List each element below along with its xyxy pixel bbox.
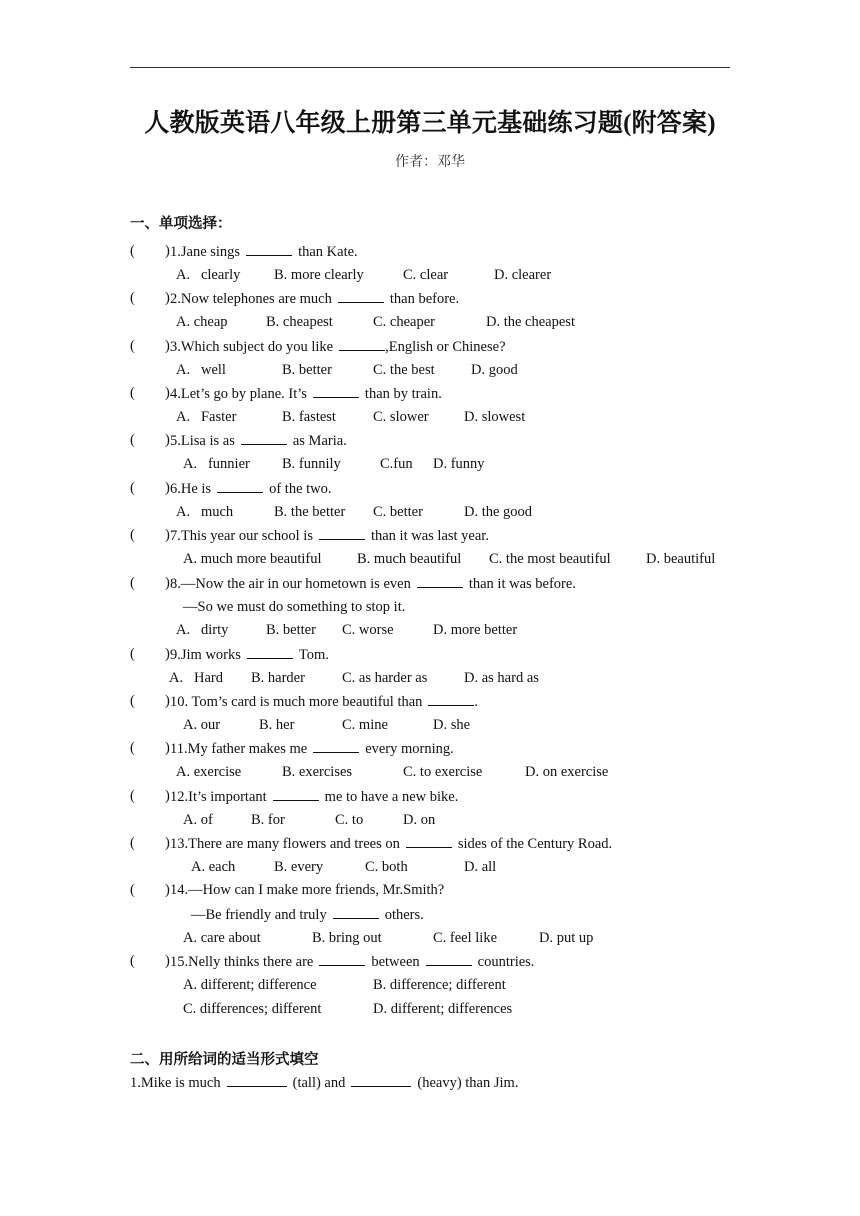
answer-blank[interactable]	[351, 1074, 411, 1087]
answer-paren-open: (	[130, 385, 135, 401]
option-c: C.fun	[380, 456, 413, 472]
question-stem: 13.There are many flowers and trees on sides of the Century Road.	[170, 836, 613, 852]
answer-blank[interactable]	[227, 1074, 287, 1087]
option-c: C. cheaper	[373, 314, 435, 330]
option-a: A. funnier	[183, 456, 250, 472]
answer-paren-open: (	[130, 740, 135, 756]
option-c: C. mine	[342, 717, 388, 733]
answer-paren-open: (	[130, 432, 135, 448]
answer-paren-close: )	[165, 527, 170, 543]
option-c: C. worse	[342, 622, 394, 638]
option-d: D. good	[471, 362, 518, 378]
answer-blank[interactable]	[273, 788, 319, 801]
answer-blank[interactable]	[241, 432, 287, 445]
answer-blank[interactable]	[428, 693, 474, 706]
option-b: B. for	[251, 812, 285, 828]
option-d: D. clearer	[494, 267, 552, 283]
answer-paren-close: )	[165, 480, 170, 496]
answer-paren-close: )	[165, 243, 170, 259]
question-stem: 6.He is of the two.	[170, 481, 332, 497]
option-a: A. care about	[183, 930, 261, 946]
option-b: B. more clearly	[274, 267, 364, 283]
answer-paren-open: (	[130, 290, 135, 306]
answer-paren-close: )	[165, 835, 170, 851]
option-d: D. different; differences	[373, 1001, 513, 1017]
answer-paren-close: )	[165, 385, 170, 401]
option-d: D. beautiful	[646, 551, 716, 567]
option-c: C. to exercise	[403, 764, 483, 780]
question-stem: 1.Jane sings than Kate.	[170, 244, 358, 260]
answer-paren-open: (	[130, 953, 135, 969]
author-line: 作者：邓华	[395, 155, 465, 170]
option-b: B. harder	[251, 670, 305, 686]
option-d: D. on exercise	[525, 764, 609, 780]
option-a: A. dirty	[176, 622, 229, 638]
option-a: A. our	[183, 717, 221, 733]
option-b: B. much beautiful	[357, 551, 462, 567]
answer-blank[interactable]	[217, 480, 263, 493]
header-rule	[130, 67, 730, 68]
question-stem: 11.My father makes me every morning.	[170, 741, 454, 757]
option-c: C. to	[335, 812, 364, 828]
answer-paren-close: )	[165, 575, 170, 591]
option-b: B. fastest	[282, 409, 336, 425]
option-a: A. Hard	[169, 670, 223, 686]
option-b: B. better	[282, 362, 332, 378]
answer-paren-open: (	[130, 693, 135, 709]
option-c: C. differences; different	[183, 1001, 322, 1017]
option-b: B. bring out	[312, 930, 382, 946]
section-2-heading: 二、用所给词的适当形式填空	[130, 1052, 319, 1068]
answer-paren-open: (	[130, 788, 135, 804]
option-b: B. cheapest	[266, 314, 333, 330]
option-a: A. well	[176, 362, 226, 378]
answer-paren-close: )	[165, 290, 170, 306]
answer-paren-open: (	[130, 882, 135, 898]
question-stem: 9.Jim works Tom.	[170, 647, 329, 663]
question-stem: 8.—Now the air in our hometown is even than it was before.	[170, 576, 576, 592]
question-stem: 7.This year our school is than it was last year.	[170, 528, 489, 544]
answer-blank[interactable]	[338, 290, 384, 303]
question-stem-line2: —Be friendly and truly others.	[191, 907, 424, 923]
answer-blank[interactable]	[247, 646, 293, 659]
fill-question-1: 1.Mike is much (tall) and (heavy) than Jim.	[130, 1075, 519, 1091]
answer-paren-open: (	[130, 527, 135, 543]
option-c: C. clear	[403, 267, 449, 283]
option-b: B. her	[259, 717, 295, 733]
answer-blank[interactable]	[319, 527, 365, 540]
option-a: A. clearly	[176, 267, 241, 283]
option-a: A. exercise	[176, 764, 242, 780]
option-a: A. each	[191, 859, 236, 875]
answer-blank[interactable]	[313, 385, 359, 398]
answer-paren-open: (	[130, 480, 135, 496]
answer-paren-close: )	[165, 646, 170, 662]
answer-blank[interactable]	[333, 906, 379, 919]
answer-paren-close: )	[165, 953, 170, 969]
option-a: A. of	[183, 812, 213, 828]
answer-paren-close: )	[165, 693, 170, 709]
option-d: D. the good	[464, 504, 533, 520]
question-stem: 12.It’s important me to have a new bike.	[170, 789, 459, 805]
answer-paren-open: (	[130, 575, 135, 591]
answer-blank[interactable]	[319, 953, 365, 966]
option-c: C. feel like	[433, 930, 498, 946]
option-d: D. the cheapest	[486, 314, 575, 330]
answer-paren-open: (	[130, 243, 135, 259]
answer-blank[interactable]	[426, 953, 472, 966]
section-1-heading: 一、单项选择：	[130, 216, 232, 232]
question-stem: 5.Lisa is as as Maria.	[170, 433, 347, 449]
option-b: B. funnily	[282, 456, 341, 472]
question-stem-line2: —So we must do something to stop it.	[183, 599, 406, 615]
answer-paren-open: (	[130, 646, 135, 662]
option-b: B. exercises	[282, 764, 353, 780]
answer-paren-close: )	[165, 338, 170, 354]
option-c: C. the best	[373, 362, 435, 378]
answer-paren-close: )	[165, 788, 170, 804]
option-d: D. put up	[539, 930, 594, 946]
option-c: C. as harder as	[342, 670, 428, 686]
answer-blank[interactable]	[406, 835, 452, 848]
option-d: D. as hard as	[464, 670, 539, 686]
option-d: D. on	[403, 812, 436, 828]
answer-paren-close: )	[165, 740, 170, 756]
option-c: C. the most beautiful	[489, 551, 611, 567]
document-title: 人教版英语八年级上册第三单元基础练习题(附答案)	[144, 110, 716, 137]
answer-paren-open: (	[130, 835, 135, 851]
option-d: D. more better	[433, 622, 518, 638]
option-d: D. she	[433, 717, 471, 733]
option-b: B. better	[266, 622, 316, 638]
option-c: C. both	[365, 859, 408, 875]
option-b: B. every	[274, 859, 324, 875]
option-a: A. cheap	[176, 314, 228, 330]
option-a: A. much	[176, 504, 234, 520]
question-stem: 15.Nelly thinks there are between countries.	[170, 954, 535, 970]
answer-paren-open: (	[130, 338, 135, 354]
question-stem: 2.Now telephones are much than before.	[170, 291, 460, 307]
answer-blank[interactable]	[339, 338, 385, 351]
option-d: D. funny	[433, 456, 485, 472]
option-b: B. difference; different	[373, 977, 506, 993]
option-a: A. much more beautiful	[183, 551, 322, 567]
option-c: C. slower	[373, 409, 429, 425]
option-c: C. better	[373, 504, 423, 520]
option-a: A. different; difference	[183, 977, 317, 993]
question-stem: 10. Tom’s card is much more beautiful than .	[170, 694, 479, 710]
option-d: D. all	[464, 859, 497, 875]
answer-paren-close: )	[165, 432, 170, 448]
option-a: A. Faster	[176, 409, 237, 425]
question-stem: 4.Let’s go by plane. It’s than by train.	[170, 386, 442, 402]
answer-blank[interactable]	[417, 575, 463, 588]
answer-paren-close: )	[165, 882, 170, 898]
option-d: D. slowest	[464, 409, 526, 425]
option-b: B. the better	[274, 504, 346, 520]
answer-blank[interactable]	[313, 740, 359, 753]
answer-blank[interactable]	[246, 243, 292, 256]
question-stem: 14.—How can I make more friends, Mr.Smith?	[170, 882, 445, 898]
question-stem: 3.Which subject do you like ,English or Chinese?	[170, 339, 506, 355]
